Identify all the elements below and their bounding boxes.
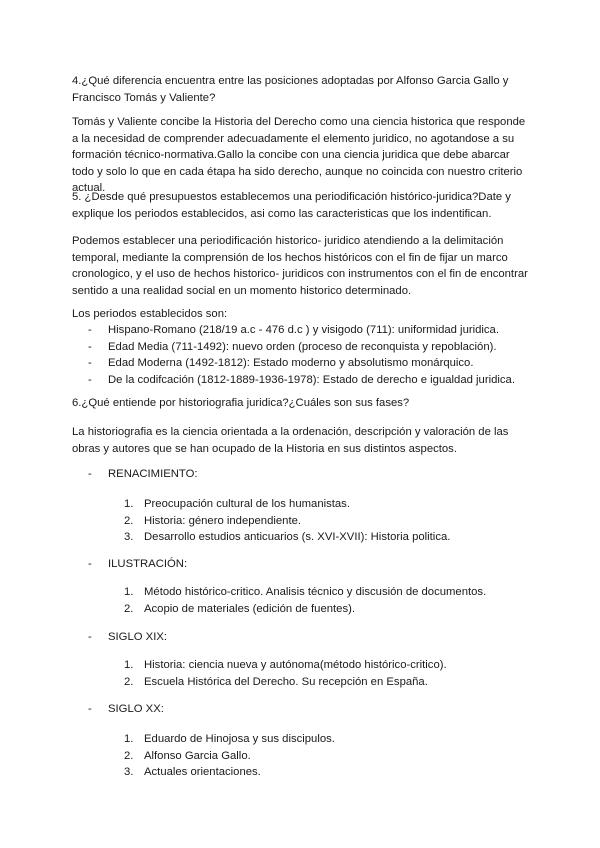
list-item: 3. Desarrollo estudios anticuarios (s. XVI-XVII): Historia politica. (124, 531, 451, 543)
dash-marker: - (88, 373, 92, 386)
dash-marker: - (88, 468, 92, 480)
dash-marker: - (88, 558, 92, 570)
list-item: - Edad Moderna (1492-1812): Estado moderno y absolutismo monárquico. (88, 355, 538, 372)
phase-items (124, 496, 524, 546)
list-item: - De la codifcación (1812-1889-1936-1978): Estado de derecho e igualdad juridica. (88, 372, 538, 389)
periods-list (88, 322, 538, 388)
list-item: 1. Método histórico-critico. Analisis técnico y discusión de documentos. (124, 586, 487, 598)
answer-6: La historiografia es la ciencia orientada a la ordenación, descripción y valoración de las obras y autores que se han ocupado de la Historia en sus distintos aspectos. (72, 426, 509, 455)
list-item: 1. Historia: ciencia nueva y autónoma(método histórico-critico). (124, 659, 447, 671)
list-item: 2. Escuela Histórica del Derecho. Su recepción en España. (124, 675, 428, 688)
list-item: 2. Historia: género independiente. (124, 514, 302, 527)
dash-marker: - (88, 340, 92, 353)
answer-5: Podemos establecer una periodificación historico- juridico atendiendo a la delimitación temporal, mediante la comprensión de los hechos históricos con el fin de fijar un marco cronologico, y el uso de hechos historico- juridicos con instrumentos con el fin de encontrar sentido a una realidad social en un momento historico determinado. (72, 235, 528, 297)
dash-marker: - (88, 357, 92, 369)
list-item: 2. Acopio de materiales (edición de fuentes). (124, 602, 355, 615)
list-item: 2. Alfonso Garcia Gallo. (124, 749, 251, 762)
phase-items (124, 657, 524, 690)
dash-marker: - (88, 631, 92, 643)
dash-marker: - (88, 703, 92, 715)
periods-intro: Los periodos establecidos son: (72, 308, 228, 320)
answer-4: Tomás y Valiente concibe la Historia del Derecho como una ciencia historica que responde a la necesidad de comprender adecuadamente el elemento juridico, no agotandose a su formación técnico-normativa.Gallo la concibe con una ciencia juridica que debe abarcar todo y solo lo que en cada étapa ha sido derecho, aunque no coincida con nuestro criterio actual. (72, 116, 526, 194)
question-5: 5. ¿Desde qué presupuestos establecemos una periodificación histórico-juridica?Date y explique los periodos establecidos, asi como las caracteristicas que los indentifican. (72, 191, 511, 220)
list-item: 1. Eduardo de Hinojosa y sus discipulos. (124, 733, 335, 745)
list-item: - Hispano-Romano (218/19 a.c - 476 d.c ) y visigodo (711): uniformidad juridica. (88, 322, 538, 339)
question-4: 4.¿Qué diferencia encuentra entre las posiciones adoptadas por Alfonso Garcia Gallo y Francisco Tomás y Valiente? (72, 75, 509, 104)
list-item: 3. Actuales orientaciones. (124, 766, 261, 778)
question-6: 6.¿Qué entiende por historiografia juridica?¿Cuáles son sus fases? (72, 397, 410, 409)
phase-items (124, 731, 524, 781)
phase-items (124, 584, 524, 617)
list-item: - Edad Media (711-1492): nuevo orden (proceso de reconquista y repoblación). (88, 339, 538, 356)
list-item: 1. Preocupación cultural de los humanistas. (124, 498, 350, 510)
dash-marker: - (88, 324, 92, 336)
document-page: 4.¿Qué diferencia encuentra entre las posiciones adoptadas por Alfonso Garcia Gallo y Francisco Tomás y Valiente? Tomás y Valiente concibe la Historia del Derecho como una ciencia historica que responde a la necesidad de comprender adecuadamente el elemento juridico, no agotandose a su formación técnico-normativa.Gallo la concibe con una ciencia juridica que debe abarcar todo y solo lo que en cada étapa ha sido derecho, aunque no coincida con nuestro criterio actual. 5. ¿Desde qué presupuestos establecemos una periodificación histórico-juridica?Date y explique los periodos establecidos, asi como las caracteristicas que los indentifican. Podemos establecer una periodificación historico- juridico atendiendo a la delimitación temporal, mediante la comprensión de los hechos históricos con el fin de fijar un marco cronologico, y el uso de hechos historico- juridicos con instrumentos con el fin de encontrar sentido a una realidad social en un momento historico determinado. Los periodos establecidos son: - Hispano-Romano (218/19 a.c - 476 d.c ) y visigodo (711): uniformidad juridica. - Edad Media (711-1492): nuevo orden (proceso de reconquista y repoblación). - Edad Moderna (1492-1812): Estado moderno y absolutismo monárquico. - De la codifcación (1812-1889-1936-1978): Estado de derecho e igualdad juridica. 6.¿Qué entiende por historiografia juridica?¿Cuáles son sus fases? La historiografia es la ciencia orientada a la ordenación, descripción y valoración de las obras y autores que se han ocupado de la Historia en sus distintos aspectos. - RENACIMIENTO: 1. Preocupación cultural de los humanistas. 2. Historia: género independiente. 3. Desarrollo estudios anticuarios (s. XVI-XVII): Historia politica. - ILUSTRACIÓN: 1. Método histórico-critico. Analisis técnico y discusión de documentos. 2. Acopio de materiales (edición de fuentes). - SIGLO XIX: 1. Historia: ciencia nueva y autónoma(método histórico-critico). 2. Escuela Histórica del Derecho. Su recepción en España. - SIGLO XX: 1. Eduardo de Hinojosa y sus discipulos. 2. Alfonso Garcia Gallo. 3. Actuales orientaciones. (0, 0, 600, 848)
